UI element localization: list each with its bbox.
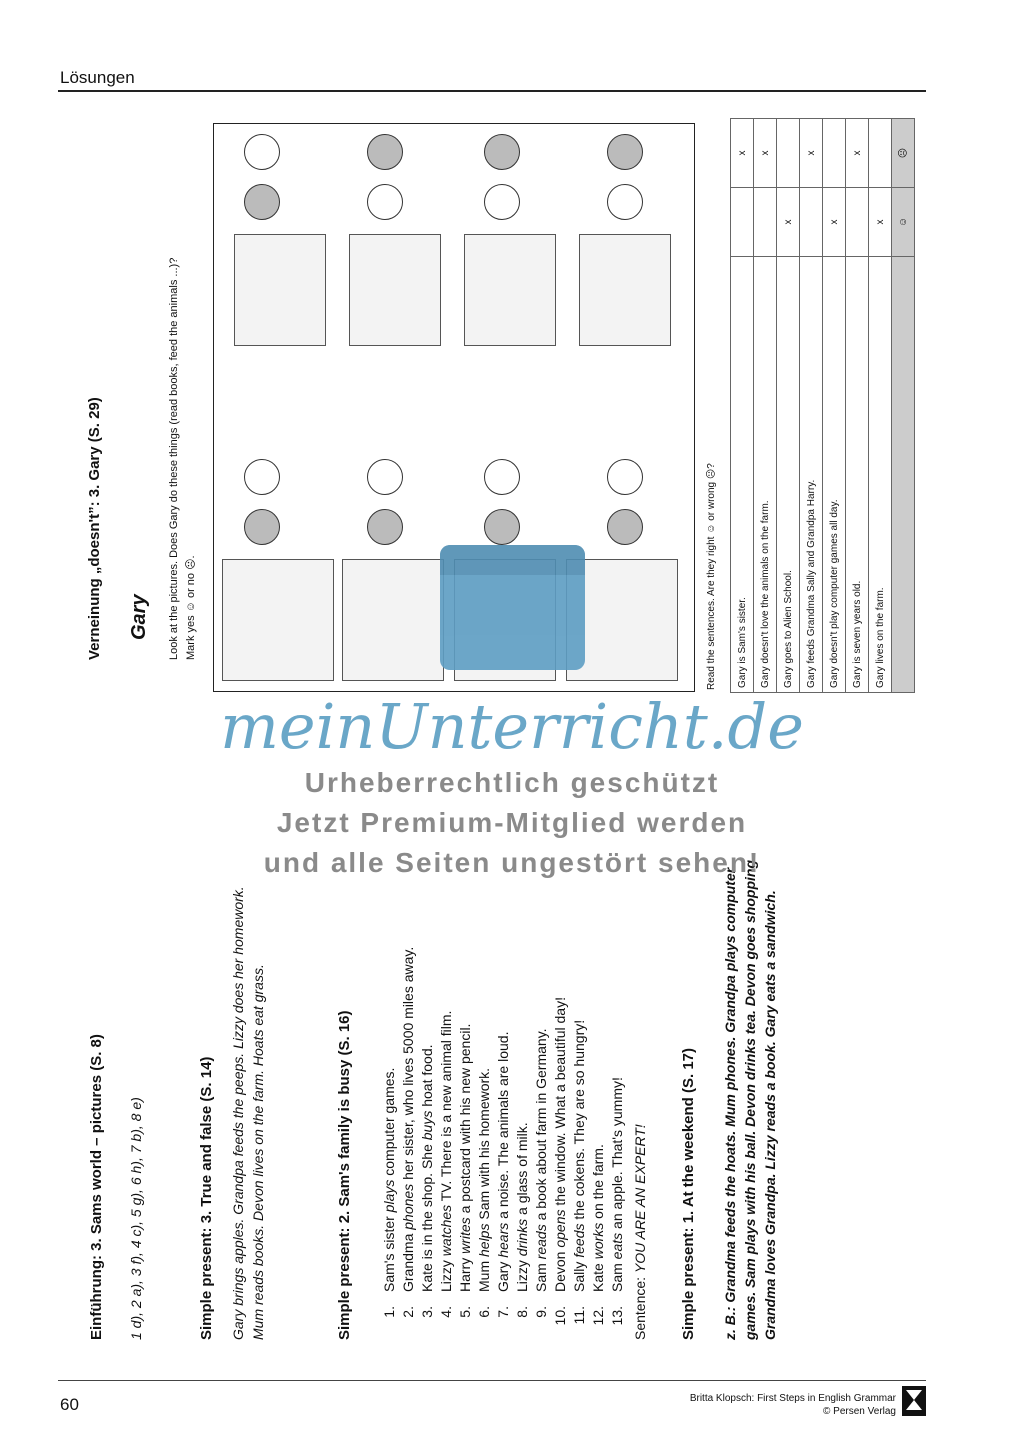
computer-illustration <box>349 234 441 346</box>
section-heading-sams-world: Einführung: 3. Sams world – pictures (S. 8) <box>88 1034 105 1340</box>
item-text: on the farm. <box>590 1144 606 1223</box>
item-number: 10. <box>552 1306 568 1326</box>
table-cell <box>800 188 823 257</box>
animals-illustration <box>579 234 671 346</box>
smiley-no-icon <box>244 134 280 170</box>
table-cell <box>846 188 869 257</box>
item-number: 1. <box>381 1306 397 1318</box>
item-text: Gary <box>495 1257 511 1292</box>
table-caption: Read the sentences. Are they right ☺ or wrong ☹? <box>706 463 717 690</box>
smiley-yes-icon <box>367 509 403 545</box>
table-row <box>800 119 823 693</box>
item-verb: eats <box>609 1232 625 1260</box>
answer-table-wrap <box>730 118 926 693</box>
item-text: Kate is in the shop. She <box>419 1140 435 1292</box>
item-number: 2. <box>400 1306 416 1318</box>
table-cell <box>754 188 777 257</box>
table-row <box>869 119 892 693</box>
smiley-no-icon <box>367 459 403 495</box>
answer-table-rotator <box>730 118 926 693</box>
item-verb: feeds <box>571 1223 587 1258</box>
header-divider <box>58 90 926 92</box>
item-text: an apple. That's yummy! <box>609 1077 625 1233</box>
table-cell: x <box>777 188 800 257</box>
footer-divider <box>58 1380 926 1381</box>
item-verb: drinks <box>514 1218 530 1257</box>
item-text: a noise. The animals are loud. <box>495 1031 511 1223</box>
section-answers-sams-world: 1 d), 2 a), 3 f), 4 c), 5 g), 6 h), 7 b), 8 e) <box>128 1097 144 1340</box>
item-text: Mum <box>476 1257 492 1292</box>
item-number: 4. <box>438 1306 454 1318</box>
item-number: 7. <box>495 1306 511 1318</box>
table-row <box>731 119 754 693</box>
text-line: games. Sam plays with his ball. Devon drinks tea. Devon goes shopping. <box>742 856 758 1340</box>
page-header-title: Lösungen <box>60 68 135 87</box>
smiley-no-icon <box>367 134 403 170</box>
item-text: the cokens. They are so hungry! <box>571 1019 587 1224</box>
table-cell: Gary is seven years old. <box>846 257 869 693</box>
books-illustration <box>222 559 334 681</box>
table-cell: Gary feeds Grandma Sally and Grandpa Harry. <box>800 257 823 693</box>
table-header-no: ☹ <box>892 119 915 188</box>
table-header-blank <box>892 257 915 693</box>
table-cell: Gary doesn't play computer games all day. <box>823 257 846 693</box>
gary-instruction: Look at the pictures. Does Gary do these things (read books, feed the animals ...)? <box>168 257 180 660</box>
smiley-no-icon <box>244 459 280 495</box>
item-verb: watches <box>438 1204 454 1257</box>
text-line: Grandma loves Grandpa. Lizzy reads a book. Gary eats a sandwich. <box>762 890 778 1340</box>
schoolbag-watermark-icon <box>440 545 585 670</box>
item-text: Kate <box>590 1259 606 1292</box>
answer-table <box>730 118 915 693</box>
text-line: Gary brings apples. Grandpa feeds the peeps. Lizzy does her homework. <box>230 886 246 1340</box>
item-text: a book about farm in Germany. <box>533 1028 549 1225</box>
item-text: Harry <box>457 1253 473 1292</box>
credit-line: © Persen Verlag <box>823 1406 896 1417</box>
table-header-yes: ☺ <box>892 188 915 257</box>
sentence-value: YOU ARE AN EXPERT! <box>632 1124 648 1274</box>
watermark-line: Urheberrechtlich geschützt <box>304 767 720 798</box>
table-row <box>846 119 869 693</box>
smiley-no-icon <box>607 134 643 170</box>
section-heading-gary: Verneinung „doesn't”: 3. Gary (S. 29) <box>86 397 103 660</box>
item-verb: works <box>590 1222 606 1260</box>
item-text: hoat food. <box>419 1044 435 1111</box>
table-row <box>823 119 846 693</box>
item-text: Lizzy <box>514 1256 530 1292</box>
section-heading-family-busy: Simple present: 2. Sam's family is busy (S. 16) <box>336 1010 353 1340</box>
watermark-line: und alle Seiten ungestört sehen! <box>263 847 761 878</box>
table-cell: x <box>846 119 869 188</box>
item-text: Sam's sister <box>381 1212 397 1292</box>
table-cell: x <box>869 188 892 257</box>
table-cell: Gary goes to Alien School. <box>777 257 800 693</box>
section-heading-true-false: Simple present: 3. True and false (S. 14) <box>198 1056 215 1340</box>
table-cell: x <box>823 188 846 257</box>
gary-instruction: Mark yes ☺ or no ☹. <box>185 555 197 660</box>
table-cell <box>869 119 892 188</box>
table-cell <box>731 188 754 257</box>
item-verb: helps <box>476 1223 492 1257</box>
item-number: 8. <box>514 1306 530 1318</box>
table-header-row <box>892 119 915 693</box>
table-cell: x <box>754 119 777 188</box>
text-line: Mum reads books. Devon lives on the farm. Hoats eat grass. <box>250 964 266 1340</box>
page-number: 60 <box>60 1395 79 1414</box>
item-text: the window. What a beautiful day! <box>552 997 568 1210</box>
item-text: Devon <box>552 1247 568 1292</box>
watermark-brand: meinUnterricht.de <box>220 690 804 763</box>
footer-credit <box>600 1392 896 1418</box>
credit-line: Britta Klopsch: First Steps in English Grammar <box>689 1393 896 1404</box>
persen-logo-icon <box>902 1386 926 1416</box>
table-cell: Gary is Sam's sister. <box>731 257 754 693</box>
item-text: a glass of milk. <box>514 1122 530 1219</box>
item-number: 13. <box>609 1306 625 1326</box>
item-verb: opens <box>552 1209 568 1248</box>
item-number: 9. <box>533 1306 549 1318</box>
table-row <box>777 119 800 693</box>
smiley-no-icon <box>484 459 520 495</box>
smiley-yes-icon <box>244 184 280 220</box>
item-text: Lizzy <box>438 1256 454 1292</box>
sentence-label: Sentence: <box>632 1276 648 1340</box>
item-number: 12. <box>590 1306 606 1326</box>
section-heading-weekend: Simple present: 1. At the weekend (S. 17) <box>680 1047 697 1340</box>
item-number: 5. <box>457 1306 473 1318</box>
item-number: 6. <box>476 1306 492 1318</box>
item-text: Sam <box>533 1259 549 1292</box>
smiley-yes-icon <box>367 184 403 220</box>
item-verb: hears <box>495 1222 511 1258</box>
smiley-yes-icon <box>244 509 280 545</box>
item-number: 3. <box>419 1306 435 1318</box>
smiley-no-icon <box>607 459 643 495</box>
item-verb: plays <box>381 1179 397 1213</box>
item-text: Sam with his homework. <box>476 1067 492 1224</box>
gary-title: Gary <box>128 594 150 640</box>
item-verb: buys <box>419 1110 435 1141</box>
table-cell: Gary doesn't love the animals on the farm. <box>754 257 777 693</box>
table-cell: Gary lives on the farm. <box>869 257 892 693</box>
item-text: a postcard with his new pencil. <box>457 1023 473 1218</box>
smiley-yes-icon <box>607 184 643 220</box>
item-text: computer games. <box>381 1067 397 1180</box>
item-text: Grandma <box>400 1229 416 1292</box>
smiley-yes-icon <box>484 184 520 220</box>
item-text: Sam <box>609 1259 625 1292</box>
item-verb: reads <box>533 1224 549 1260</box>
sentence-line <box>632 1124 648 1340</box>
item-text: her sister, who lives 5000 miles away. <box>400 946 416 1184</box>
smiley-yes-icon <box>607 509 643 545</box>
pencil-notebook-illustration <box>342 559 444 681</box>
table-cell <box>823 119 846 188</box>
table-cell: x <box>731 119 754 188</box>
text-line: z. B.: Grandma feeds the hoats. Mum phones. Grandpa plays computer <box>722 867 738 1340</box>
smiley-no-icon <box>484 134 520 170</box>
table-cell <box>777 119 800 188</box>
item-text: Sally <box>571 1257 587 1292</box>
watermark-line: Jetzt Premium-Mitglied werden <box>276 807 748 838</box>
table-cell: x <box>800 119 823 188</box>
item-text: TV. There is a new animal film. <box>438 1010 454 1205</box>
table-row <box>754 119 777 693</box>
watermark <box>0 690 1024 879</box>
item-number: 11. <box>571 1306 587 1325</box>
smiley-yes-icon <box>484 509 520 545</box>
item-verb: writes <box>457 1217 473 1254</box>
item-verb: phones <box>400 1183 416 1230</box>
cooking-pot-illustration <box>234 234 326 346</box>
television-illustration <box>464 234 556 346</box>
